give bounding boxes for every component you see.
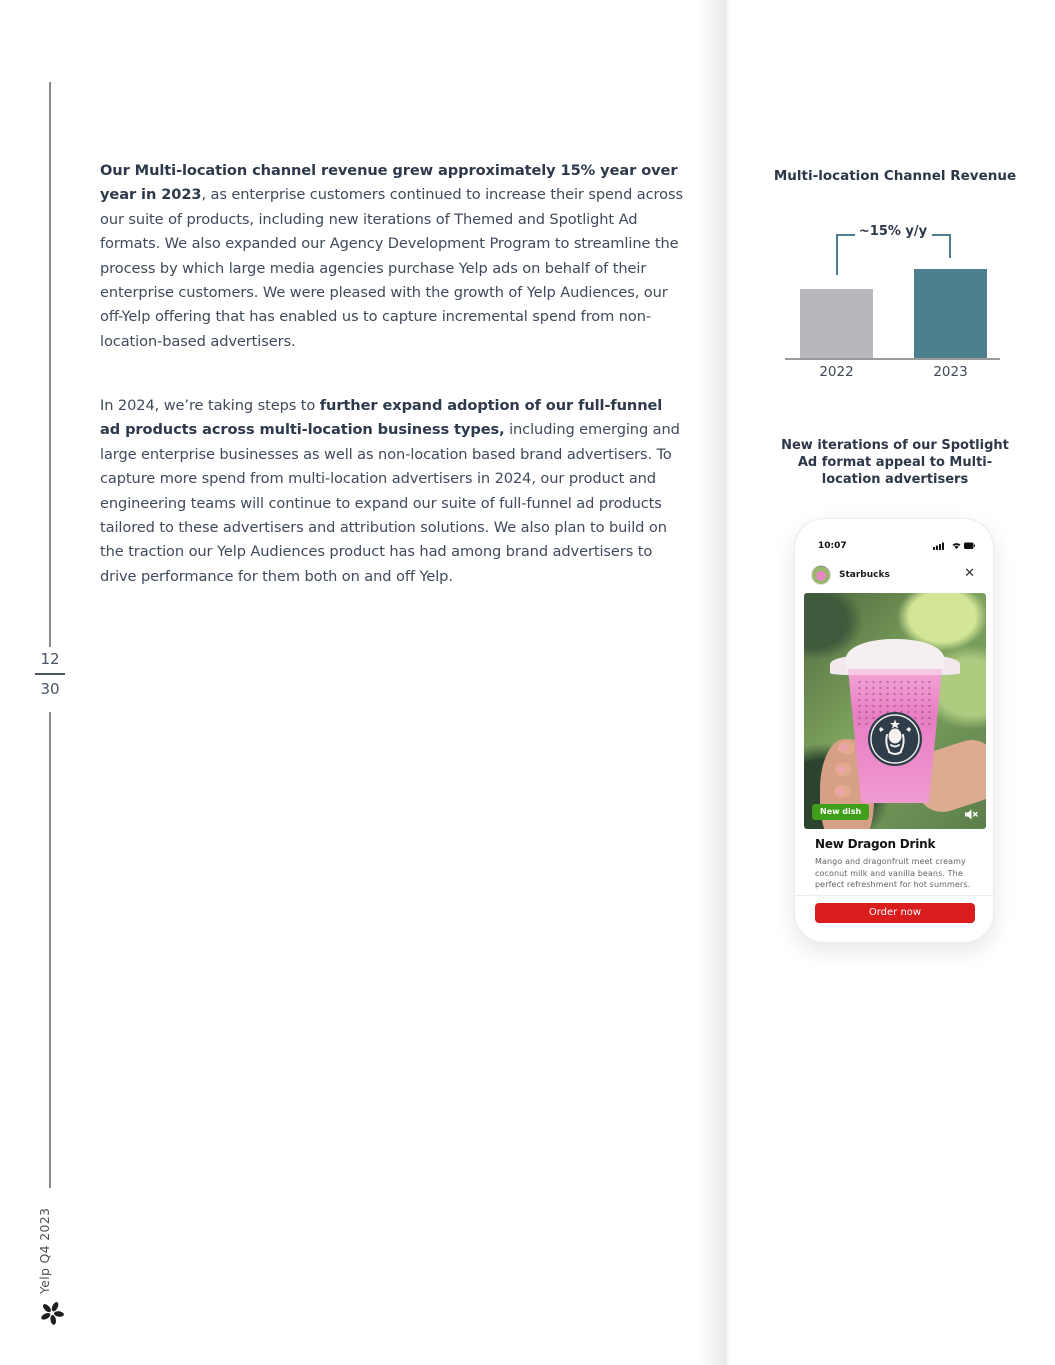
- x-tick-2022: 2022: [819, 364, 854, 380]
- margin-rule-bottom: [49, 712, 51, 1188]
- wifi-icon: [953, 543, 961, 549]
- page-number-divider: [35, 673, 65, 675]
- bar-2022: [800, 289, 873, 358]
- mute-icon[interactable]: [964, 808, 978, 821]
- paragraph-2-rest: including emerging and large enterprise businesses as well as non-location based brand advertisers. To capture more spend from multi-location advertisers in 2024, our product and engineering teams will continue to expand our suite of full-funnel ad products tailored to these advertisers and attribution solutions. We also plan to build on the traction our Yelp Audiences product has had among brand advertisers to drive performance for them both on and off Yelp.: [100, 421, 680, 585]
- fingertip: [834, 785, 851, 798]
- phone-mockup: [794, 518, 994, 943]
- multi-location-revenue-chart: [760, 168, 1030, 388]
- paragraph-1-bold: Our Multi-location channel revenue grew approximately 15% year over year in 2023: [100, 162, 678, 204]
- advertiser-avatar: [811, 565, 831, 585]
- cup-rim: [848, 669, 942, 675]
- advertiser-name: Starbucks: [839, 570, 890, 580]
- starbucks-logo-icon: [867, 711, 923, 767]
- new-dish-badge: New dish: [812, 804, 869, 820]
- paragraph-2-lead: In 2024, we’re taking steps to: [100, 397, 320, 414]
- cellular-icon: [933, 543, 944, 551]
- ad-photo: [804, 593, 986, 829]
- status-bar-time: 10:07: [818, 541, 847, 551]
- status-bar-icons: [933, 541, 975, 551]
- order-now-button[interactable]: Order now: [815, 903, 975, 923]
- chart-title: Multi-location Channel Revenue: [773, 168, 1017, 184]
- sidebar-caption: New iterations of our Spotlight Ad format appeal to Multi-location advertisers: [781, 438, 1009, 487]
- fingertip: [835, 763, 852, 776]
- x-tick-2023: 2023: [933, 364, 968, 380]
- close-icon[interactable]: ✕: [964, 566, 975, 581]
- ad-divider: [795, 895, 993, 896]
- margin-rule-top: [49, 82, 51, 647]
- fingertip: [838, 741, 855, 754]
- advertiser-row: [811, 563, 977, 587]
- paragraph-multi-location-revenue: [100, 159, 685, 354]
- page-number: [30, 650, 70, 698]
- ad-title: New Dragon Drink: [815, 837, 936, 851]
- battery-icon: [964, 543, 975, 550]
- growth-annotation: ~15% y/y: [858, 224, 928, 239]
- report-footer-label: Yelp Q4 2023: [37, 1207, 52, 1294]
- paragraph-2-bold: further expand adoption of our full-funnel ad products across multi-location business types,: [100, 397, 663, 439]
- paragraph-2024-plans: [100, 394, 685, 589]
- page-number-total: 30: [40, 680, 60, 698]
- paragraph-1-rest: , as enterprise customers continued to increase their spend across our suite of products, including new iterations of Themed and Spotlight Ad formats. We also expanded our Agency Development Program to streamline the process by which large media agencies purchase Yelp ads on behalf of their enterprise customers. We were pleased with the growth of Yelp Audiences, our off-Yelp offering that has enabled us to capture incremental spend from non-location-based advertisers.: [100, 186, 683, 350]
- page-number-current: 12: [40, 650, 60, 668]
- bar-2023: [914, 269, 987, 358]
- x-axis-line: [785, 358, 1000, 360]
- page-fold-shadow: [697, 0, 730, 1365]
- yelp-burst-icon: [40, 1300, 64, 1326]
- ad-description: Mango and dragonfruit meet creamy coconut milk and vanilla beans. The perfect refreshment for hot summers.: [815, 857, 971, 889]
